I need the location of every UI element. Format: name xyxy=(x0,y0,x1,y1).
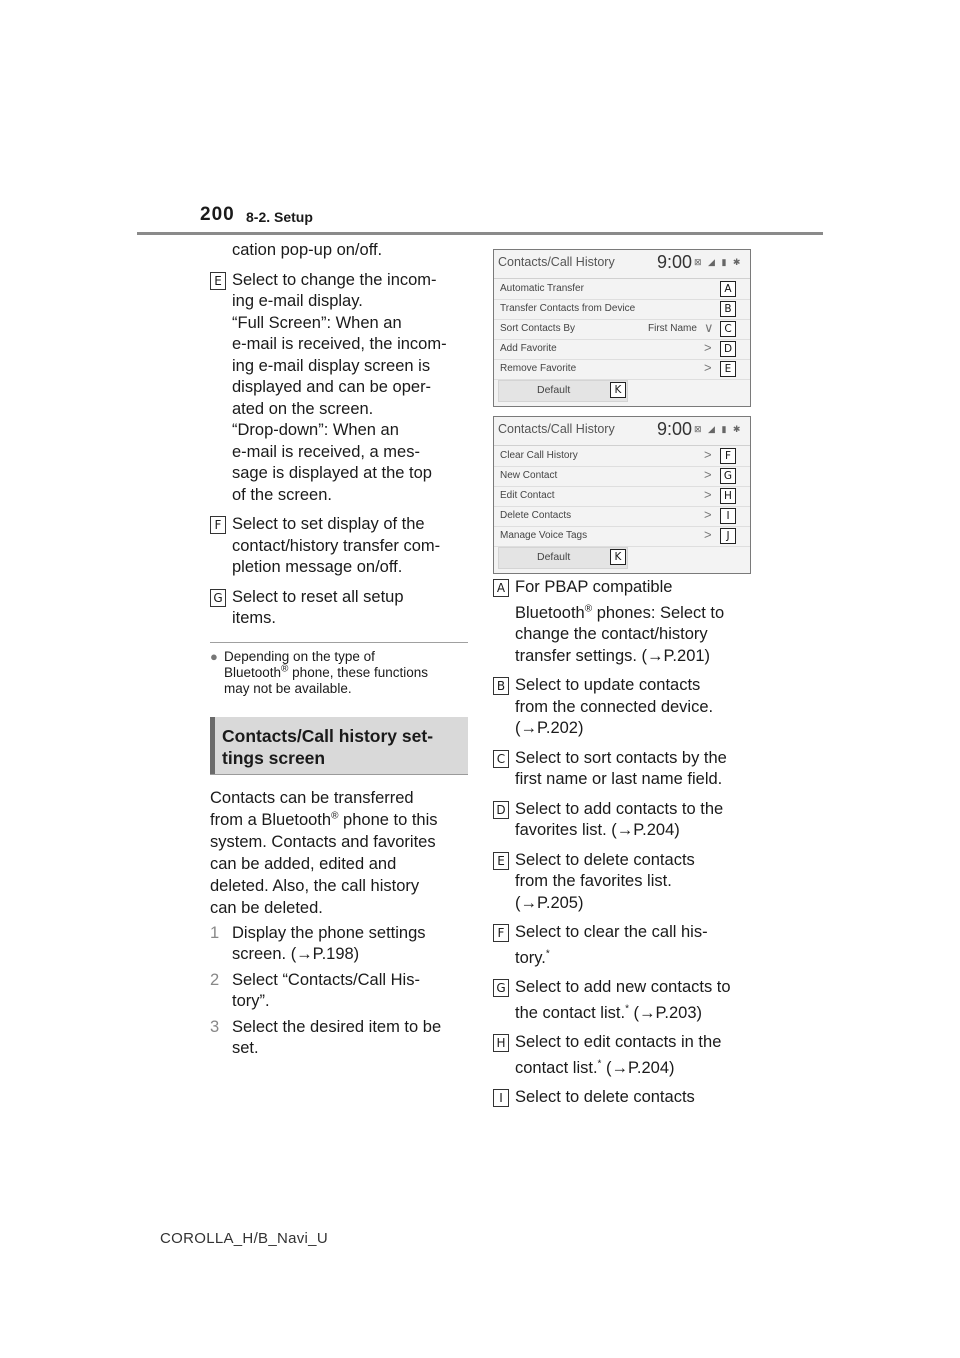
item-label-box: I xyxy=(493,1089,509,1107)
item-text: contact/history transfer com- xyxy=(232,536,441,555)
item-label-box: C xyxy=(493,750,509,768)
item-label-box: F xyxy=(493,924,509,942)
row-label: Delete Contacts xyxy=(500,510,572,521)
item-text: e-mail is received, the incom- xyxy=(232,335,447,353)
registered-mark: ® xyxy=(584,603,593,614)
step-text: Display the phone settings xyxy=(232,923,426,942)
list-item-i xyxy=(493,1087,755,1109)
body-text-line xyxy=(210,809,472,831)
item-text: Select to edit contacts in the xyxy=(515,1033,722,1051)
screenshot-contacts-settings-2 xyxy=(493,416,751,574)
row-label: Edit Contact xyxy=(500,490,555,501)
callout-label: I xyxy=(720,508,736,524)
heading-line: tings screen xyxy=(222,747,326,768)
registered-mark: ® xyxy=(281,663,289,674)
body-text: Contacts can be transferred xyxy=(210,788,414,807)
body-text: can be added, edited and xyxy=(210,854,397,873)
step-text: Select the desired item to be xyxy=(232,1017,442,1036)
item-text: from the connected device. xyxy=(515,697,714,716)
setting-row-edit-contact[interactable] xyxy=(494,486,750,507)
item-label-box: F xyxy=(210,516,226,534)
list-item-e xyxy=(210,270,472,507)
step-text: Select “Contacts/Call His- xyxy=(232,970,420,989)
callout-label: F xyxy=(720,448,736,464)
item-label-box: E xyxy=(210,272,226,290)
item-text: ated on the screen. xyxy=(232,399,374,418)
item-text-line xyxy=(515,1058,755,1080)
default-button-label: Default xyxy=(537,384,571,396)
setting-row-automatic-transfer[interactable] xyxy=(494,279,750,300)
item-text: first name or last name field. xyxy=(515,770,723,788)
chevron-right-icon: > xyxy=(704,467,712,482)
step-number: 2 xyxy=(210,970,220,989)
item-text: items. xyxy=(232,609,277,627)
screen-clock: 9:00 xyxy=(657,419,693,439)
body-text: from a Bluetooth xyxy=(210,810,332,829)
item-text: Select to set display of the xyxy=(232,515,425,533)
item-text: contact list. xyxy=(515,1058,598,1077)
callout-label: D xyxy=(720,341,736,357)
item-text: transfer settings. (→P.201) xyxy=(515,646,711,665)
status-icons: ⊠ ◢ ▮ ✱ xyxy=(694,424,743,434)
item-text: e-mail is received, a mes- xyxy=(232,442,420,461)
list-item-a xyxy=(493,577,755,667)
screen-clock: 9:00 xyxy=(657,252,693,272)
heading-line: Contacts/Call history set- xyxy=(222,725,434,746)
list-item-f xyxy=(493,922,755,969)
item-text: tory. xyxy=(515,948,546,967)
setting-row-clear-call-history[interactable] xyxy=(494,446,750,467)
item-text: (→P.204) xyxy=(601,1058,675,1077)
setting-row-transfer-contacts[interactable] xyxy=(494,299,750,320)
footnote-mark: * xyxy=(597,1058,602,1069)
item-label-box: H xyxy=(493,1034,509,1052)
item-text: Select to change the incom- xyxy=(232,270,437,289)
chevron-right-icon: > xyxy=(704,360,712,375)
screen-titlebar xyxy=(494,417,750,446)
note-text: phone, these functions xyxy=(288,664,429,680)
body-paragraph xyxy=(210,787,472,919)
item-text: For PBAP compatible xyxy=(515,578,673,596)
body-text: system. Contacts and favorites xyxy=(210,832,436,851)
heading-accent-bar xyxy=(210,717,215,774)
note-text: Depending on the type of xyxy=(224,648,375,664)
item-label-box: B xyxy=(493,677,509,695)
callout-label: C xyxy=(720,321,736,337)
item-text: (→P.202) xyxy=(515,719,584,737)
item-text: Select to update contacts xyxy=(515,676,701,694)
row-label: New Contact xyxy=(500,470,558,481)
default-button[interactable] xyxy=(498,547,628,569)
footer-model-code: COROLLA_H/B_Navi_U xyxy=(160,1230,328,1247)
callout-label: J xyxy=(720,528,736,544)
registered-mark: ® xyxy=(331,810,339,821)
item-text: Select to add contacts to the xyxy=(515,799,724,818)
setting-row-new-contact[interactable] xyxy=(494,466,750,487)
item-text: Select to delete contacts xyxy=(515,1088,695,1106)
list-item-h xyxy=(493,1032,755,1079)
step-2 xyxy=(210,970,472,1013)
default-button-label: Default xyxy=(537,551,571,563)
callout-label: K xyxy=(610,549,626,565)
setting-row-manage-voice-tags[interactable] xyxy=(494,526,750,547)
chevron-right-icon: > xyxy=(704,507,712,522)
screen-title: Contacts/Call History xyxy=(498,422,615,436)
body-text: deleted. Also, the call history xyxy=(210,876,420,895)
row-label: Manage Voice Tags xyxy=(500,530,588,541)
setting-row-delete-contacts[interactable] xyxy=(494,506,750,527)
item-label-box: E xyxy=(493,852,509,870)
status-icons: ⊠ ◢ ▮ ✱ xyxy=(694,257,743,267)
setting-row-add-favorite[interactable] xyxy=(494,339,750,360)
step-number: 3 xyxy=(210,1017,220,1036)
step-text: screen. (→P.198) xyxy=(232,945,360,963)
item-text-line xyxy=(515,603,755,625)
page-number: 200 xyxy=(200,204,235,225)
screen-title: Contacts/Call History xyxy=(498,255,615,269)
screenshot-contacts-settings-1 xyxy=(493,249,751,407)
callout-label: K xyxy=(610,382,626,398)
screen-titlebar xyxy=(494,250,750,279)
right-column xyxy=(493,577,755,1117)
body-text: can be deleted. xyxy=(210,898,323,917)
chevron-down-icon: ∨ xyxy=(704,320,714,335)
row-label: Transfer Contacts from Device xyxy=(500,303,636,314)
item-text: displayed and can be oper- xyxy=(232,378,432,396)
setting-row-remove-favorite[interactable] xyxy=(494,359,750,380)
setting-row-sort-contacts[interactable] xyxy=(494,319,750,340)
note-bullet: ● xyxy=(210,648,218,664)
item-text: phones: Select to xyxy=(592,603,725,622)
item-text: Bluetooth xyxy=(515,603,585,622)
callout-label: E xyxy=(720,361,736,377)
item-label-box: D xyxy=(493,801,509,819)
item-text-line xyxy=(515,1003,755,1025)
item-label-box: G xyxy=(210,589,226,607)
item-text: of the screen. xyxy=(232,485,332,504)
chevron-right-icon: > xyxy=(704,487,712,502)
chevron-right-icon: > xyxy=(704,447,712,462)
header-rule xyxy=(137,232,823,235)
step-3 xyxy=(210,1017,472,1060)
item-text: ing e-mail display screen is xyxy=(232,356,431,375)
note-divider xyxy=(210,642,468,643)
row-label: Sort Contacts By xyxy=(500,323,576,334)
row-label: Automatic Transfer xyxy=(500,283,584,294)
section-heading xyxy=(210,717,468,775)
callout-label: B xyxy=(720,301,736,317)
note-text: Bluetooth xyxy=(224,664,282,680)
item-text-line xyxy=(515,948,755,970)
chevron-right-icon: > xyxy=(704,527,712,542)
callout-label: A xyxy=(720,281,736,297)
list-item-c xyxy=(493,748,755,791)
row-label: Add Favorite xyxy=(500,343,557,354)
item-text: Select to delete contacts xyxy=(515,850,695,869)
item-text: pletion message on/off. xyxy=(232,558,403,576)
item-text: Select to add new contacts to xyxy=(515,978,731,996)
list-item-e xyxy=(493,850,755,915)
list-item-g xyxy=(210,587,472,630)
list-item-b xyxy=(493,675,755,740)
item-text: from the favorites list. xyxy=(515,872,672,890)
item-label-box: A xyxy=(493,579,509,597)
item-text: Select to reset all setup xyxy=(232,587,404,606)
item-text: ing e-mail display. xyxy=(232,292,363,310)
step-number: 1 xyxy=(210,923,220,942)
row-value: First Name xyxy=(648,323,697,334)
row-label: Remove Favorite xyxy=(500,363,577,374)
item-text: favorites list. (→P.204) xyxy=(515,821,680,839)
intro-continuation: cation pop-up on/off. xyxy=(232,241,383,259)
footnote-mark: * xyxy=(625,1003,629,1014)
chevron-right-icon: > xyxy=(704,340,712,355)
step-text: tory”. xyxy=(232,992,270,1010)
callout-label: G xyxy=(720,468,736,484)
body-text: phone to this xyxy=(338,810,438,829)
item-text: (→P.203) xyxy=(628,1003,703,1022)
row-label: Clear Call History xyxy=(500,450,578,461)
list-item-g xyxy=(493,977,755,1024)
item-text: “Drop-down”: When an xyxy=(232,421,399,439)
item-text: sage is displayed at the top xyxy=(232,464,432,482)
item-text: Select to clear the call his- xyxy=(515,923,708,941)
section-title: 8-2. Setup xyxy=(246,209,313,225)
step-text: set. xyxy=(232,1039,259,1057)
item-text: the contact list. xyxy=(515,1003,626,1022)
note-text-line xyxy=(224,665,472,681)
item-label-box: G xyxy=(493,979,509,997)
callout-label: H xyxy=(720,488,736,504)
list-item-d xyxy=(493,799,755,842)
list-item-f xyxy=(210,514,472,579)
item-text: Select to sort contacts by the xyxy=(515,748,727,767)
note-text: may not be available. xyxy=(224,680,352,696)
left-column xyxy=(210,240,472,1060)
default-button[interactable] xyxy=(498,380,628,402)
availability-note xyxy=(210,649,472,697)
footnote-mark: * xyxy=(545,948,550,959)
item-text: (→P.205) xyxy=(515,893,584,912)
item-text: “Full Screen”: When an xyxy=(232,313,402,332)
step-1 xyxy=(210,923,472,966)
item-text: change the contact/history xyxy=(515,625,708,643)
